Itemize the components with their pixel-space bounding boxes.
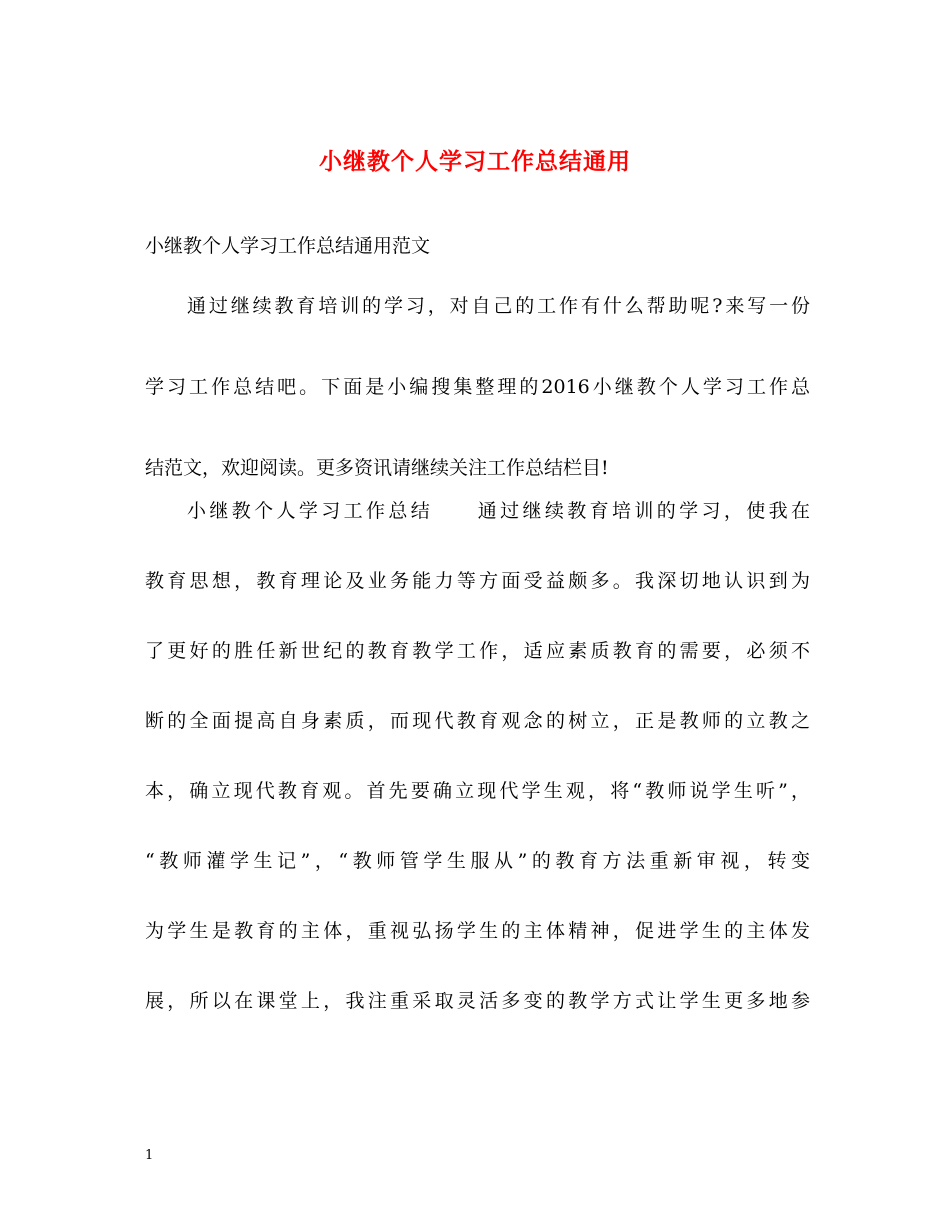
paragraph-2-line: 展，所以在课堂上，我注重采取灵活多变的教学方式让学生更多地参 [145,990,810,1012]
paragraph-2-line: 本，确立现代教育观。首先要确立现代学生观，将“教师说学生听”， [145,780,810,802]
paragraph-2-line: 断的全面提高自身素质，而现代教育观念的树立，正是教师的立教之 [145,710,810,732]
paragraph-2-line: “教师灌学生记”，“教师管学生服从”的教育方法重新审视，转变 [145,850,810,872]
paragraph-1-line: 通过继续教育培训的学习，对自己的工作有什么帮助呢?来写一份 [187,295,810,317]
document-subtitle: 小继教个人学习工作总结通用范文 [145,235,431,257]
paragraph-2-line: 为学生是教育的主体，重视弘扬学生的主体精神，促进学生的主体发 [145,920,810,942]
paragraph-1-line: 结范文，欢迎阅读。更多资讯请继续关注工作总结栏目! [145,457,609,479]
document-title: 小继教个人学习工作总结通用 [319,148,631,175]
paragraph-2-line: 小继教个人学习工作总结 通过继续教育培训的学习，使我在 [187,500,810,522]
page-number: 1 [145,1148,154,1163]
paragraph-1-line: 学习工作总结吧。下面是小编搜集整理的2016小继教个人学习工作总 [145,376,810,398]
paragraph-2 [145,491,810,1021]
paragraph-2-line: 了更好的胜任新世纪的教育教学工作，适应素质教育的需要，必须不 [145,640,810,662]
paragraph-1 [145,286,810,488]
paragraph-2-line: 教育思想，教育理论及业务能力等方面受益颇多。我深切地认识到为 [145,570,810,592]
